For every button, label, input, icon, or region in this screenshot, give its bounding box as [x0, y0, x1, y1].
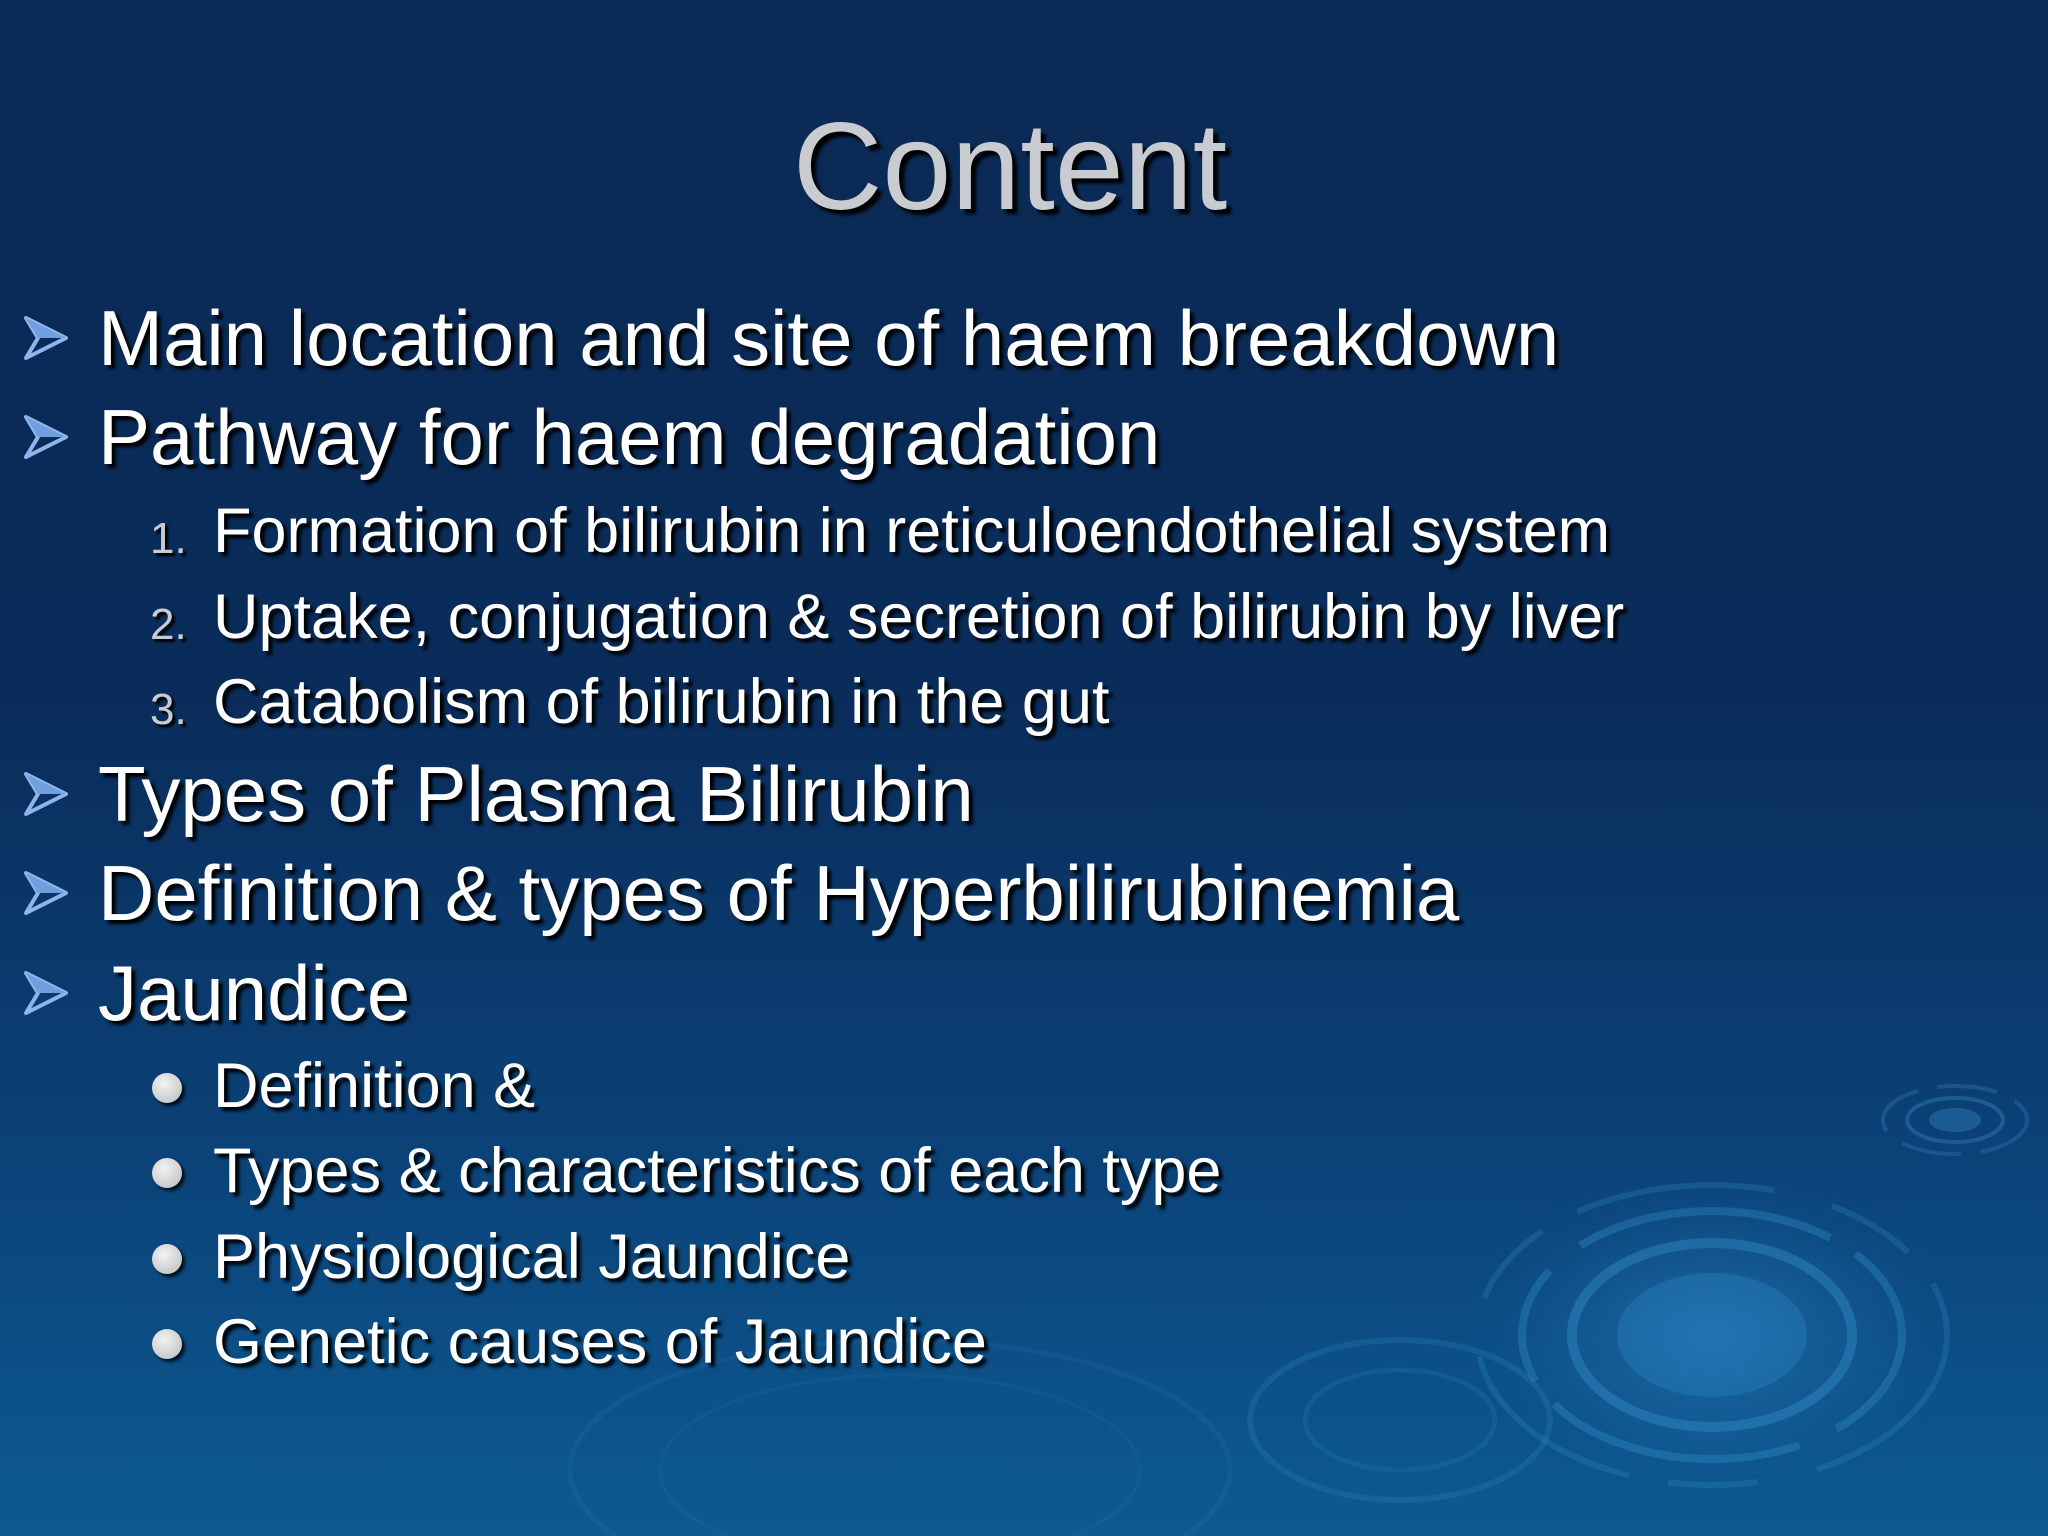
bullet-text: Main location and site of haem breakdown — [98, 294, 1560, 382]
slide-title: Content — [792, 98, 1228, 236]
sub-item-text: Formation of bilirubin in reticuloendothelial system — [213, 496, 1611, 566]
bullet-text: Jaundice — [98, 949, 411, 1037]
arrow-bullet-icon — [22, 314, 70, 362]
sub-item-text: Genetic causes of Jaundice — [213, 1307, 987, 1377]
round-bullet-icon — [152, 1244, 182, 1274]
item-number: 3. — [150, 685, 187, 734]
bullet-text: Pathway for haem degradation — [98, 393, 1161, 481]
sub-item-text: Catabolism of bilirubin in the gut — [213, 667, 1110, 737]
bullet-text: Definition & types of Hyperbilirubinemia — [98, 849, 1460, 937]
round-bullet-icon — [152, 1158, 182, 1188]
round-bullet-icon — [152, 1073, 182, 1103]
item-number: 2. — [150, 600, 187, 649]
sub-item-text: Uptake, conjugation & secretion of bilirubin by liver — [213, 582, 1625, 652]
arrow-bullet-icon — [22, 969, 70, 1017]
arrow-bullet-icon — [22, 413, 70, 461]
arrow-bullet-icon — [22, 770, 70, 818]
sub-item-text: Definition & — [213, 1051, 536, 1121]
round-bullet-icon — [152, 1329, 182, 1359]
bullet-text: Types of Plasma Bilirubin — [98, 750, 974, 838]
sub-item-text: Physiological Jaundice — [213, 1222, 851, 1292]
item-number: 1. — [150, 514, 187, 563]
arrow-bullet-icon — [22, 869, 70, 917]
sub-item-text: Types & characteristics of each type — [213, 1136, 1222, 1206]
